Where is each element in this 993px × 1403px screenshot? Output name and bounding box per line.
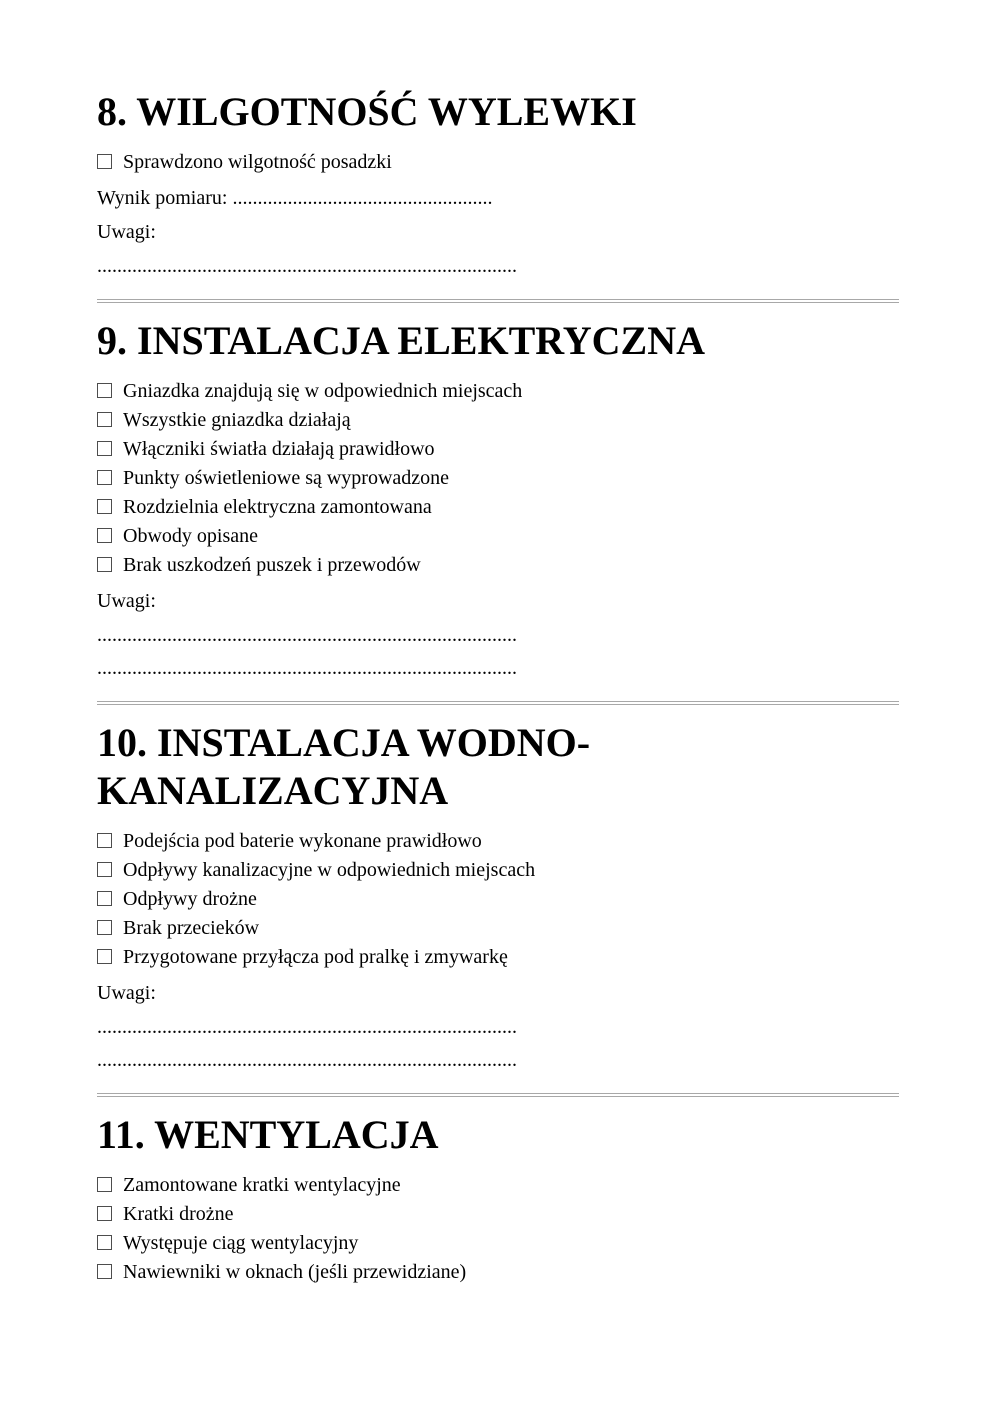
checkbox-icon[interactable] — [97, 499, 112, 514]
checklist-item-label: Gniazdka znajdują się w odpowiednich miejscach — [123, 380, 523, 402]
checklist-item — [97, 1200, 899, 1229]
checklist-item-label: Podejścia pod baterie wykonane prawidłowo — [123, 830, 482, 852]
checklist-item-label: Odpływy kanalizacyjne w odpowiednich miejscach — [123, 859, 536, 881]
checklist-item — [97, 1229, 899, 1258]
section-divider — [97, 299, 899, 303]
checkbox-icon[interactable] — [97, 412, 112, 427]
checklist — [97, 827, 899, 972]
dotted-fill-line: .................................................................................... — [97, 1049, 517, 1071]
measurement-result-field — [97, 185, 899, 211]
checklist-item-label: Wszystkie gniazdka działają — [123, 409, 351, 431]
checklist-item-label: Sprawdzono wilgotność posadzki — [123, 151, 392, 173]
checkbox-icon[interactable] — [97, 1206, 112, 1221]
checklist-item-label: Obwody opisane — [123, 525, 258, 547]
checklist-item-label: Przygotowane przyłącza pod pralkę i zmywarkę — [123, 946, 508, 968]
checklist-item-label: Punkty oświetleniowe są wyprowadzone — [123, 467, 450, 489]
section-title: 8. WILGOTNOŚĆ WYLEWKI — [97, 89, 637, 134]
uwagi-lines — [97, 1014, 899, 1073]
checkbox-icon[interactable] — [97, 1235, 112, 1250]
checkbox-icon[interactable] — [97, 920, 112, 935]
checkbox-icon[interactable] — [97, 1177, 112, 1192]
checkbox-icon[interactable] — [97, 441, 112, 456]
checkbox-icon[interactable] — [97, 557, 112, 572]
checklist-item — [97, 1171, 899, 1200]
checklist-item — [97, 1258, 899, 1287]
field-label: Wynik pomiaru: — [97, 187, 233, 209]
checklist-item — [97, 856, 899, 885]
checkbox-icon[interactable] — [97, 383, 112, 398]
section-divider — [97, 701, 899, 705]
uwagi-lines — [97, 622, 899, 681]
checkbox-icon[interactable] — [97, 528, 112, 543]
dotted-fill-line: .................................................................................... — [97, 624, 517, 646]
checklist-item — [97, 377, 899, 406]
checklist-item-label: Brak przecieków — [123, 917, 260, 939]
checklist-item — [97, 522, 899, 551]
checkbox-icon[interactable] — [97, 833, 112, 848]
checkbox-icon[interactable] — [97, 470, 112, 485]
checklist-item — [97, 406, 899, 435]
checklist-item — [97, 435, 899, 464]
checkbox-icon[interactable] — [97, 862, 112, 877]
checklist — [97, 148, 899, 177]
dotted-fill-line: .................................................................................... — [97, 657, 517, 679]
checkbox-icon[interactable] — [97, 1264, 112, 1279]
section-title: 9. INSTALACJA ELEKTRYCZNA — [97, 318, 705, 363]
section-instalacja-wodno-kanalizacyjna — [97, 719, 899, 1073]
section-title: 10. INSTALACJA WODNO-KANALIZACYJNA — [97, 720, 591, 813]
checklist — [97, 1171, 899, 1287]
checklist-item-label: Nawiewniki w oknach (jeśli przewidziane) — [123, 1261, 467, 1283]
checklist-item — [97, 914, 899, 943]
checklist-item-label: Występuje ciąg wentylacyjny — [123, 1232, 359, 1254]
checklist-item — [97, 551, 899, 580]
section-instalacja-elektryczna — [97, 317, 899, 681]
checklist-item-label: Rozdzielnia elektryczna zamontowana — [123, 496, 432, 518]
checklist-item — [97, 885, 899, 914]
checklist-item-label: Brak uszkodzeń puszek i przewodów — [123, 554, 421, 576]
checklist-item — [97, 943, 899, 972]
uwagi-lines — [97, 253, 899, 279]
checklist — [97, 377, 899, 580]
uwagi-label: Uwagi: — [97, 221, 156, 243]
uwagi-label: Uwagi: — [97, 982, 156, 1004]
dotted-fill: .................................................... — [232, 187, 493, 209]
checklist-item — [97, 148, 899, 177]
dotted-fill-line: .................................................................................... — [97, 255, 517, 277]
checklist-item — [97, 827, 899, 856]
checkbox-icon[interactable] — [97, 891, 112, 906]
checklist-item-label: Zamontowane kratki wentylacyjne — [123, 1174, 401, 1196]
checklist-item-label: Kratki drożne — [123, 1203, 234, 1225]
uwagi-label: Uwagi: — [97, 590, 156, 612]
dotted-fill-line: .................................................................................... — [97, 1016, 517, 1038]
checkbox-icon[interactable] — [97, 154, 112, 169]
checklist-item — [97, 493, 899, 522]
checkbox-icon[interactable] — [97, 949, 112, 964]
checklist-item-label: Włączniki światła działają prawidłowo — [123, 438, 435, 460]
section-divider — [97, 1093, 899, 1097]
section-wentylacja — [97, 1111, 899, 1287]
section-title: 11. WENTYLACJA — [97, 1112, 439, 1157]
checklist-item-label: Odpływy drożne — [123, 888, 257, 910]
checklist-item — [97, 464, 899, 493]
section-wilgotnosc-wylewki — [97, 88, 899, 279]
